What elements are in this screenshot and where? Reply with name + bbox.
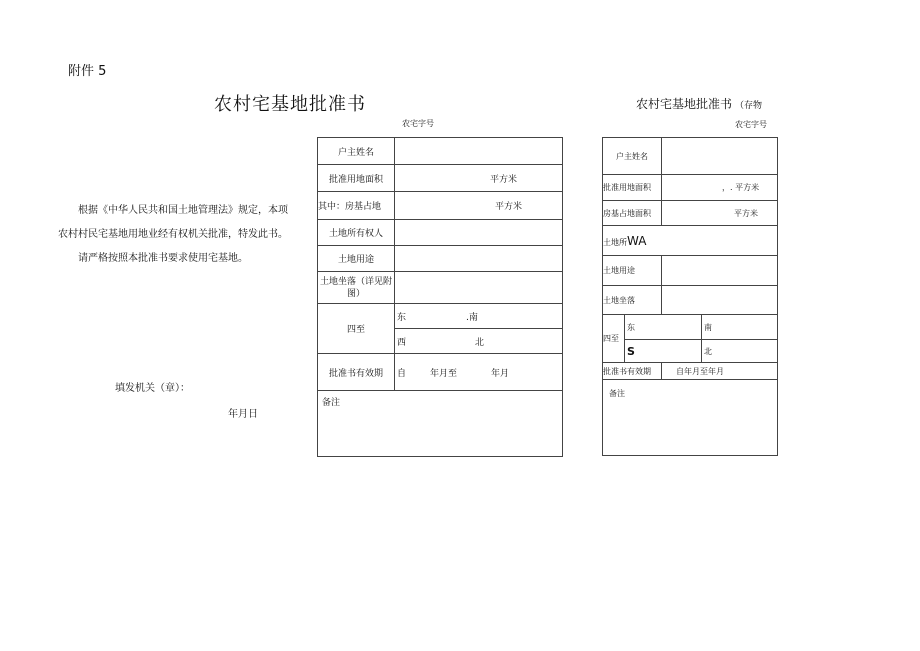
approved-area-field[interactable]	[395, 165, 563, 192]
householder-field[interactable]	[395, 138, 563, 165]
boundary-east: 东	[397, 312, 407, 323]
boundary-west-north-field[interactable]	[395, 329, 563, 354]
main-approval-form	[317, 137, 563, 457]
boundary-south: .南	[466, 312, 478, 323]
row-owner	[318, 220, 563, 246]
stub-boundary-west: S	[627, 344, 635, 358]
stub-row-use	[603, 256, 778, 286]
boundary-north: 北	[475, 337, 485, 348]
land-owner-label: 土地所有权人	[318, 220, 395, 246]
stub-house-area-field[interactable]	[662, 201, 778, 226]
householder-label: 户主姓名	[318, 138, 395, 165]
row-use	[318, 246, 563, 272]
stub-boundary-north-field[interactable]	[702, 340, 778, 363]
stub-row-boundaries-2	[603, 340, 778, 363]
stub-title-text: 农村宅基地批准书	[636, 97, 733, 111]
stub-householder-label: 户主姓名	[603, 138, 662, 175]
attachment-label: 附件 5	[68, 64, 107, 79]
validity-label: 批准书有效期	[318, 354, 395, 391]
stub-boundary-west-field[interactable]	[625, 340, 702, 363]
stub-owner-field[interactable]	[603, 226, 778, 256]
stub-house-area-label: 房基占地面积	[603, 201, 662, 226]
row-boundaries-1	[318, 304, 563, 329]
row-validity	[318, 354, 563, 391]
stub-householder-field[interactable]	[662, 138, 778, 175]
stub-row-approved-area	[603, 175, 778, 201]
row-house-area	[318, 192, 563, 220]
land-location-field[interactable]	[395, 272, 563, 304]
issuing-authority-label: 填发机关（章）：	[115, 383, 190, 394]
boundary-west: 西	[397, 337, 407, 348]
stub-serial-number: 农宅字号	[735, 120, 767, 129]
issue-date: 年月日	[228, 409, 258, 420]
house-area-unit: 平方米	[495, 202, 523, 212]
body-paragraph-3: 请严格按照本批准书要求使用宅基地。	[78, 253, 248, 264]
land-location-label: 土地坐落（详见附图）	[318, 272, 395, 304]
stub-row-remarks	[603, 380, 778, 456]
stub-row-owner	[603, 226, 778, 256]
body-paragraph-1: 根据《中华人民共和国土地管理法》规定，本项	[78, 205, 288, 216]
land-use-field[interactable]	[395, 246, 563, 272]
house-area-field[interactable]	[395, 192, 563, 220]
stub-boundary-north: 北	[704, 346, 712, 356]
row-householder	[318, 138, 563, 165]
stub-approved-area-field[interactable]	[662, 175, 778, 201]
land-use-label: 土地用途	[318, 246, 395, 272]
stub-validity-field[interactable]	[662, 363, 778, 380]
stub-boundary-south: 南	[704, 322, 712, 332]
boundaries-label: 四至	[318, 304, 395, 354]
stub-archive-form	[602, 137, 778, 456]
row-remarks	[318, 391, 563, 457]
stub-row-householder	[603, 138, 778, 175]
stub-remarks-label: 备注	[609, 389, 625, 398]
stub-row-location	[603, 286, 778, 315]
stub-approved-area-label: 批准用地面积	[603, 175, 662, 201]
row-location	[318, 272, 563, 304]
stub-owner-label: 土地所	[603, 237, 627, 247]
stub-row-house-area	[603, 201, 778, 226]
remarks-label: 备注	[322, 398, 341, 408]
stub-validity-text: 自年月至年月	[676, 366, 724, 376]
house-area-label: 其中：房基占地	[318, 192, 395, 220]
boundary-east-south-field[interactable]	[395, 304, 563, 329]
stub-land-location-field[interactable]	[662, 286, 778, 315]
stub-boundary-south-field[interactable]	[702, 315, 778, 340]
stub-owner-extra: WA	[627, 233, 647, 248]
approved-area-unit: 平方米	[490, 174, 518, 185]
stub-title-note: （存物	[735, 101, 763, 111]
stub-validity-label: 批准书有效期	[603, 363, 662, 380]
stub-boundary-east-field[interactable]	[625, 315, 702, 340]
validity-from: 自	[397, 368, 407, 379]
main-serial-number: 农宅字号	[402, 119, 434, 128]
validity-end: 年月	[491, 368, 510, 379]
stub-row-validity	[603, 363, 778, 380]
row-approved-area	[318, 165, 563, 192]
stub-row-boundaries-1	[603, 315, 778, 340]
stub-boundaries-label: 四至	[603, 315, 625, 363]
stub-land-use-label: 土地用途	[603, 256, 662, 286]
approved-area-label: 批准用地面积	[318, 165, 395, 192]
page-title: 农村宅基地批准书	[214, 94, 366, 115]
validity-field[interactable]	[395, 354, 563, 391]
stub-land-use-field[interactable]	[662, 256, 778, 286]
stub-house-area-unit: 平方米	[734, 208, 758, 218]
remarks-field[interactable]	[318, 391, 563, 457]
stub-remarks-field[interactable]	[603, 380, 778, 456]
validity-mid: 年月至	[430, 368, 458, 379]
stub-title	[636, 95, 762, 112]
body-paragraph-2: 农村村民宅基地用地业经有权机关批准，特发此书。	[58, 229, 288, 240]
stub-approved-area-unit: ，. 平方米	[722, 183, 760, 192]
land-owner-field[interactable]	[395, 220, 563, 246]
stub-land-location-label: 土地坐落	[603, 286, 662, 315]
stub-boundary-east: 东	[627, 322, 635, 332]
